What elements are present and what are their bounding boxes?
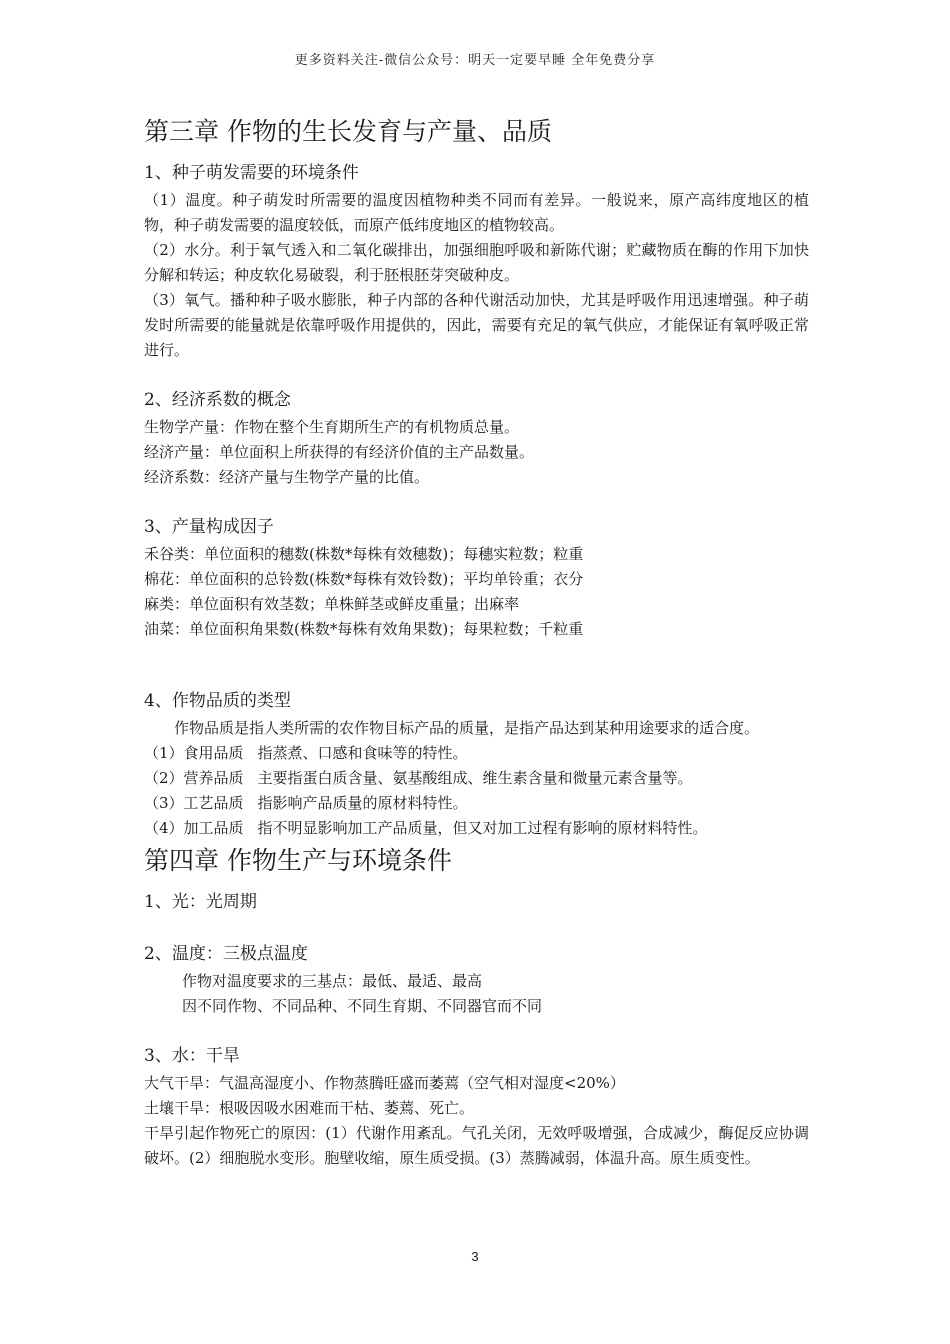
- quality-type-desc: 主要指蛋白质含量、氨基酸组成、维生素含量和微量元素含量等。: [257, 769, 693, 787]
- quality-type-desc: 指影响产品质量的原材料特性。: [257, 794, 468, 812]
- section-seed-germination-title: 1、种子萌发需要的环境条件: [144, 163, 359, 183]
- line-rapeseed: 油菜：单位面积角果数(株数*每株有效角果数)；每果粒数；千粒重: [144, 620, 584, 638]
- line-economic-coefficient: 经济系数：经济产量与生物学产量的比值。: [144, 468, 430, 486]
- section-economic-coefficient-title: 2、经济系数的概念: [144, 390, 291, 410]
- paragraph-quality-intro: 作物品质是指人类所需的农作物目标产品的质量，是指产品达到某种用途要求的适合度。: [174, 719, 760, 737]
- line-temperature-variation: 因不同作物、不同品种、不同生育期、不同器官而不同: [182, 997, 543, 1015]
- line-economic-yield: 经济产量：单位面积上所获得的有经济价值的主产品数量。: [144, 443, 535, 461]
- section-yield-factors-title: 3、产量构成因子: [144, 517, 274, 537]
- line-soil-drought: 土壤干旱：根吸因吸水困难而干枯、萎蔫、死亡。: [144, 1099, 475, 1117]
- list-item: [144, 766, 809, 791]
- page-header: 更多资料关注-微信公众号：明天一定要早睡 全年免费分享: [294, 53, 656, 68]
- quality-type-desc: 指蒸煮、口感和食味等的特性。: [257, 744, 468, 762]
- list-item: [144, 816, 809, 841]
- chapter-3-title: 第三章 作物的生长发育与产量、品质: [144, 117, 552, 146]
- paragraph-drought-causes: 干旱引起作物死亡的原因：(1）代谢作用紊乱。气孔关闭，无效呼吸增强，合成减少，酶促反应协调破坏。(2）细胞脱水变形。胞壁收缩，原生质受损。(3）蒸腾减弱，体温升高。原生质变性。: [144, 1124, 809, 1167]
- line-three-cardinal-points: 作物对温度要求的三基点：最低、最适、最高: [182, 972, 483, 990]
- quality-type-name: （3）工艺品质: [144, 794, 244, 812]
- line-cereals: 禾谷类：单位面积的穗数(株数*每株有效穗数)；每穗实粒数；粒重: [144, 545, 584, 563]
- section-temperature-title: 2、温度：三极点温度: [144, 944, 308, 964]
- document-body: [144, 112, 809, 1171]
- paragraph-water: （2）水分。利于氧气透入和二氧化碳排出，加强细胞呼吸和新陈代谢；贮藏物质在酶的作用下加快分解和转运；种皮软化易破裂，利于胚根胚芽突破种皮。: [144, 241, 809, 284]
- section-light-title: 1、光：光周期: [144, 892, 257, 912]
- paragraph-temperature: （1）温度。种子萌发时所需要的温度因植物种类不同而有差异。一般说来，原产高纬度地区的植物，种子萌发需要的温度较低，而原产低纬度地区的植物较高。: [144, 191, 809, 234]
- quality-type-name: （2）营养品质: [144, 769, 244, 787]
- chapter-4-title: 第四章 作物生产与环境条件: [144, 846, 452, 875]
- quality-type-name: （1）食用品质: [144, 744, 244, 762]
- page-number: 3: [471, 1249, 479, 1264]
- line-atmospheric-drought: 大气干旱：气温高湿度小、作物蒸腾旺盛而萎蔫（空气相对湿度<20%）: [144, 1074, 625, 1092]
- section-quality-types-title: 4、作物品质的类型: [144, 691, 291, 711]
- line-biological-yield: 生物学产量：作物在整个生育期所生产的有机物质总量。: [144, 418, 520, 436]
- paragraph-oxygen: （3）氧气。播种种子吸水膨胀，种子内部的各种代谢活动加快，尤其是呼吸作用迅速增强。种子萌发时所需要的能量就是依靠呼吸作用提供的，因此，需要有充足的氧气供应，才能保证有氧呼吸正常进行。: [144, 291, 809, 359]
- line-cotton: 棉花：单位面积的总铃数(株数*每株有效铃数)；平均单铃重；衣分: [144, 570, 584, 588]
- list-item: [144, 791, 809, 816]
- section-water-title: 3、水：干旱: [144, 1046, 240, 1066]
- line-hemp: 麻类：单位面积有效茎数；单株鲜茎或鲜皮重量；出麻率: [144, 595, 520, 613]
- quality-type-desc: 指不明显影响加工产品质量，但又对加工过程有影响的原材料特性。: [257, 819, 708, 837]
- quality-type-name: （4）加工品质: [144, 819, 244, 837]
- list-item: [144, 741, 809, 766]
